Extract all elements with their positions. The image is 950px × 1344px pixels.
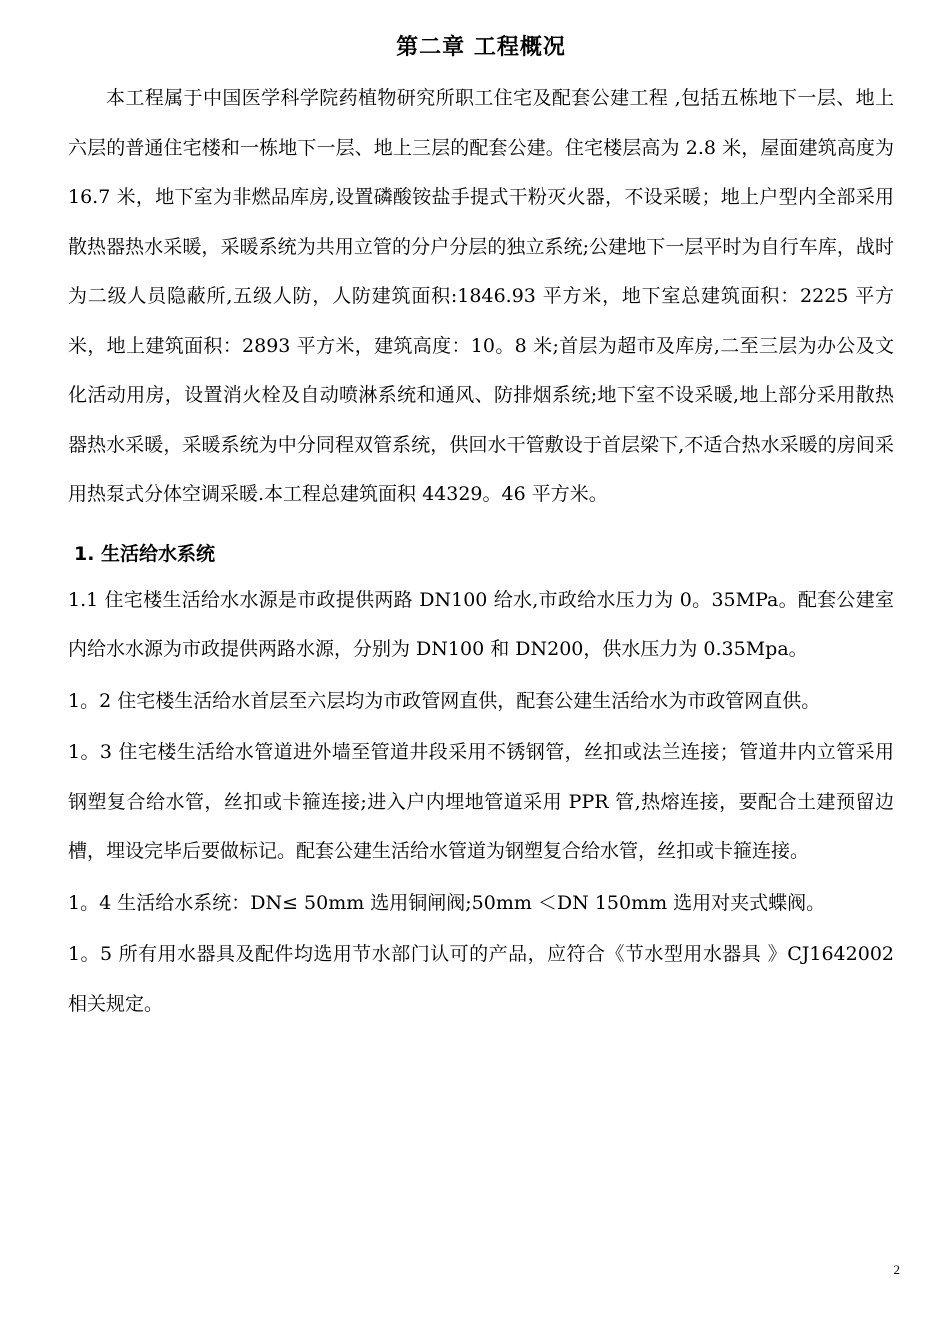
page-number: 2 xyxy=(893,1262,900,1277)
section-item-1-2: 1。2 住宅楼生活给水首层至六层均为市政管网直供，配套公建生活给水为市政管网直供。 xyxy=(68,689,821,712)
chapter-title: 第二章 工程概况 xyxy=(396,35,566,60)
intro-paragraph: 本工程属于中国医学科学院药植物研究所职工住宅及配套公建工程 ,包括五栋地下一层、地上六层的普通住宅楼和一栋地下一层、地上三层的配套公建。住宅楼层高为 2.8 米，屋面建筑高度为 16.7 米，地下室为非燃品库房,设置磷酸铵盐手提式干粉灭火器，不设采暖；地上户型内全部采用散热器热水采暖，采暖系统为共用立管的分户分层的独立系统;公建地下一层平时为自行车库，战时为二级人员隐蔽所,五级人防，人防建筑面积:1846.93 平方米，地下室总建筑面积：2225 平方米，地上建筑面积：2893 平方米，建筑高度：10。8 米;首层为超市及库房,二至三层为办公及文化活动用房，设置消火栓及自动喷淋系统和通风、防排烟系统;地下室不设采暖,地上部分采用散热器热水采暖，采暖系统为中分同程双管系统，供回水干管敷设于首层梁下,不适合热水采暖的房间采用热泵式分体空调采暖.本工程总建筑面积 44329。46 平方米。 xyxy=(68,87,894,505)
section-heading-water-supply: 1. 生活给水系统 xyxy=(74,542,216,565)
section-item-1-5: 1。5 所有用水器具及配件均选用节水部门认可的产品，应符合《节水型用水器具 》CJ1642002 相关规定。 xyxy=(68,943,894,1015)
document-page xyxy=(68,26,894,1029)
section-item-1-4: 1。4 生活给水系统：DN≤ 50mm 选用铜闸阀;50mm ＜DN 150mm 选用对夹式蝶阀。 xyxy=(68,891,826,914)
section-item-1-1: 1.1 住宅楼生活给水水源是市政提供两路 DN100 给水,市政给水压力为 0。35MPa。配套公建室内给水水源为市政提供两路水源，分别为 DN100 和 DN200，供水压力为 0.35Mpa。 xyxy=(68,588,894,660)
section-item-1-3: 1。3 住宅楼生活给水管道进外墙至管道井段采用不锈钢管，丝扣或法兰连接；管道井内立管采用钢塑复合给水管，丝扣或卡箍连接;进入户内埋地管道采用 PPR 管,热熔连接，要配合土建预留边槽，埋设完毕后要做标记。配套公建生活给水管道为钢塑复合给水管，丝扣或卡箍连接。 xyxy=(68,741,894,862)
